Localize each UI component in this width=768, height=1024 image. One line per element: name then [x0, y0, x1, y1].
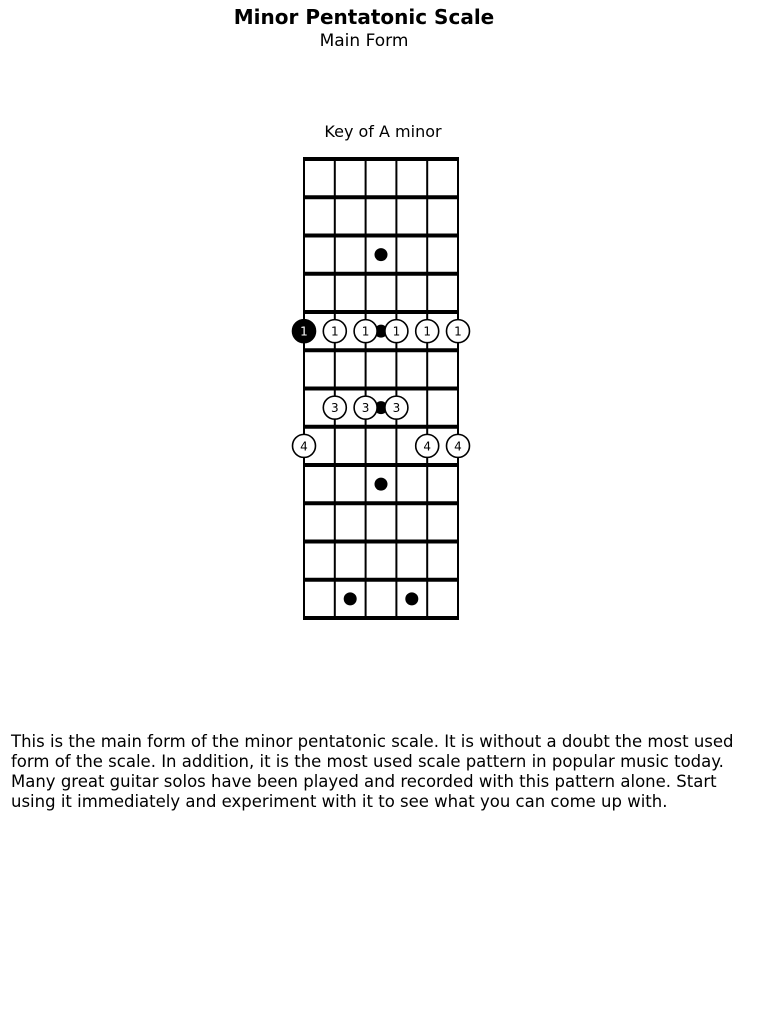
- finger-number: 4: [300, 439, 308, 454]
- finger-number: 4: [454, 439, 462, 454]
- fret-marker-dot: [405, 592, 418, 605]
- fret-marker-dot: [375, 478, 388, 491]
- finger-number: 3: [392, 401, 401, 416]
- finger-number: 1: [300, 324, 308, 339]
- finger-number: 3: [361, 401, 370, 416]
- fret-marker-dot: [375, 248, 388, 261]
- key-label: Key of A minor: [324, 122, 442, 141]
- page-subtitle: Main Form: [319, 31, 409, 51]
- finger-number: 4: [423, 439, 432, 454]
- finger-number: 1: [330, 324, 339, 339]
- description-text: This is the main form of the minor pentatonic scale. It is without a doubt the most used form of the scale. In addition, it is the most used scale pattern in popular music today. Many great guitar solos have been played and recorded with this pattern alone. Start using it immediately and experiment with it to see what you can come up with.: [11, 732, 734, 811]
- finger-number: 1: [454, 324, 462, 339]
- finger-number: 1: [392, 324, 401, 339]
- finger-number: 3: [330, 401, 339, 416]
- finger-number: 1: [361, 324, 370, 339]
- finger-number: 1: [423, 324, 432, 339]
- page-title: Minor Pentatonic Scale: [233, 5, 495, 29]
- fret-marker-dot: [344, 592, 357, 605]
